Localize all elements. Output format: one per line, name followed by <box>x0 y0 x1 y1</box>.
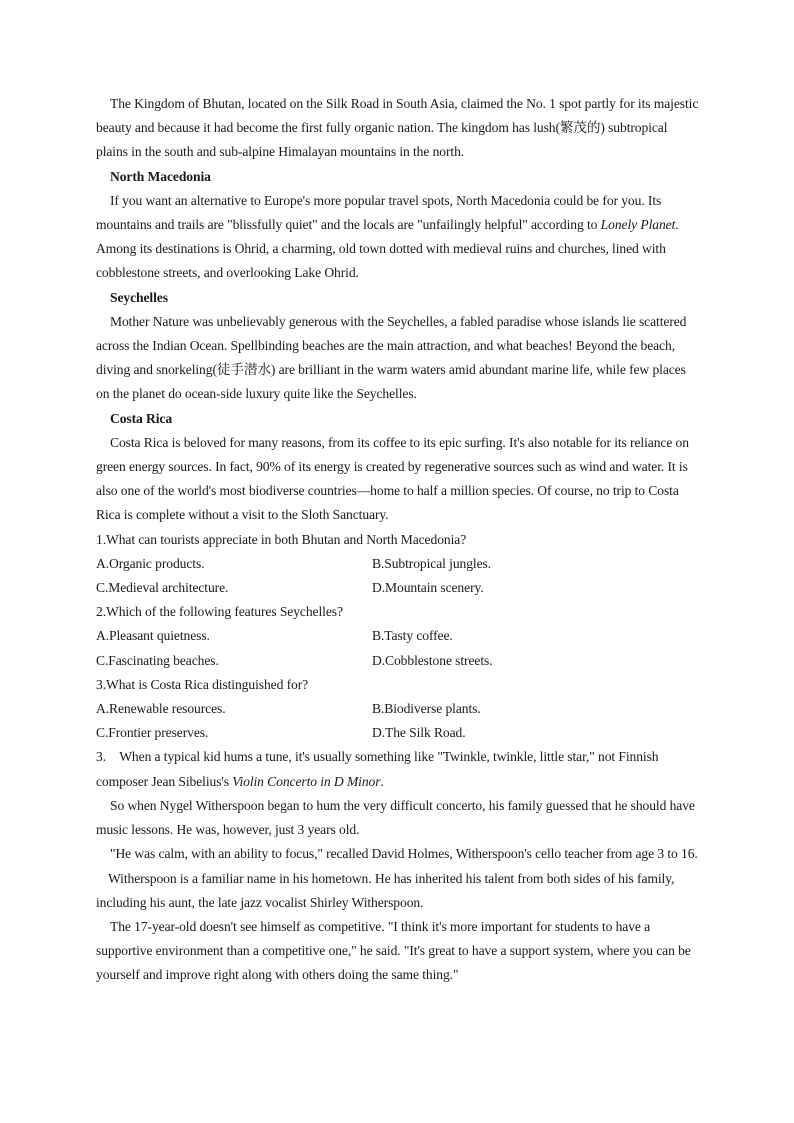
option-b[interactable]: B.Subtropical jungles. <box>372 555 492 571</box>
option-d[interactable]: D.The Silk Road. <box>372 725 466 741</box>
option-a[interactable]: A.Organic products. <box>96 555 205 571</box>
seychelles-heading: Seychelles <box>110 289 168 305</box>
question-3-options <box>96 697 700 745</box>
option-b[interactable]: B.Biodiverse plants. <box>372 701 481 717</box>
question-2-options <box>96 624 700 672</box>
north-macedonia-paragraph <box>96 189 700 286</box>
option-c[interactable]: C.Frontier preserves. <box>96 725 209 741</box>
option-a[interactable]: A.Renewable resources. <box>96 701 226 717</box>
passage-3-paragraph-3: "He was calm, with an ability to focus," recalled David Holmes, Witherspoon's cello teacher from age 3 to 16. <box>110 846 698 862</box>
italic-title: Lonely Planet <box>600 217 676 233</box>
passage-3-paragraph-4: Witherspoon is a familiar name in his hometown. He has inherited his talent from both sides of his family, including his aunt, the late jazz vocalist Shirley Witherspoon. <box>96 870 675 910</box>
text-span: . Among its destinations is Ohrid, a charming, old town dotted with medieval ruins and churches, lined with cobblestone streets, and overlooking Lake Ohrid. <box>96 217 679 281</box>
italic-title: Violin Concerto in D Minor <box>232 773 381 789</box>
question-1-options <box>96 552 700 600</box>
option-d[interactable]: D.Cobblestone streets. <box>372 652 493 668</box>
option-b[interactable]: B.Tasty coffee. <box>372 628 453 644</box>
passage-number: 3. <box>96 749 106 765</box>
passage-3-paragraph-5: The 17-year-old doesn't see himself as competitive. "I think it's more important for students to have a supportive environment than a competitive one," he said. "It's great to have a support system, where you can be yourself and improve right along with others doing the same thing." <box>96 918 691 983</box>
north-macedonia-heading: North Macedonia <box>110 168 211 184</box>
costa-rica-paragraph: Costa Rica is beloved for many reasons, from its coffee to its epic surfing. It's also notable for its reliance on green energy sources. In fact, 90% of its energy is created by regenerative sources such as wind and water. It is also one of the world's most biodiverse countries—home to half a million species. Of course, no trip to Costa Rica is complete without a visit to the Sloth Sanctuary. <box>96 434 689 523</box>
question-1: 1.What can tourists appreciate in both Bhutan and North Macedonia? <box>96 531 467 547</box>
text-span: When a typical kid hums a tune, it's usually something like "Twinkle, twinkle, little star," not Finnish composer Jean Sibelius's <box>96 749 659 789</box>
question-3: 3.What is Costa Rica distinguished for? <box>96 676 309 692</box>
option-d[interactable]: D.Mountain scenery. <box>372 580 484 596</box>
option-c[interactable]: C.Fascinating beaches. <box>96 652 219 668</box>
passage-3-paragraph-2: So when Nygel Witherspoon began to hum the very difficult concerto, his family guessed that he should have music lessons. He was, however, just 3 years old. <box>96 797 695 838</box>
text-span: . <box>380 773 384 789</box>
option-a[interactable]: A.Pleasant quietness. <box>96 628 210 644</box>
text-span: If you want an alternative to Europe's more popular travel spots, North Macedonia could be for you. Its mountains and trails are "blissfully quiet" and the locals are "unfailingly helpful" according to <box>96 192 662 233</box>
bhutan-paragraph: The Kingdom of Bhutan, located on the Silk Road in South Asia, claimed the No. 1 spot partly for its majestic beauty and because it had become the first fully organic nation. The kingdom has lush(繁茂的) subtropical plains in the south and sub-alpine Himalayan mountains in the north. <box>96 96 699 160</box>
seychelles-paragraph: Mother Nature was unbelievably generous with the Seychelles, a fabled paradise whose islands lie scattered across the Indian Ocean. Spellbinding beaches are the main attraction, and what beaches! Beyond the beach, diving and snorkeling(徒手潜水) are brilliant in the warm waters amid abundant marine life, while few places on the planet do ocean-side luxury quite like the Seychelles. <box>96 313 687 402</box>
option-c[interactable]: C.Medieval architecture. <box>96 580 229 596</box>
costa-rica-heading: Costa Rica <box>110 410 173 426</box>
question-2: 2.Which of the following features Seychelles? <box>96 604 343 620</box>
document-content <box>96 92 700 988</box>
passage-3-paragraph-1 <box>96 745 700 793</box>
